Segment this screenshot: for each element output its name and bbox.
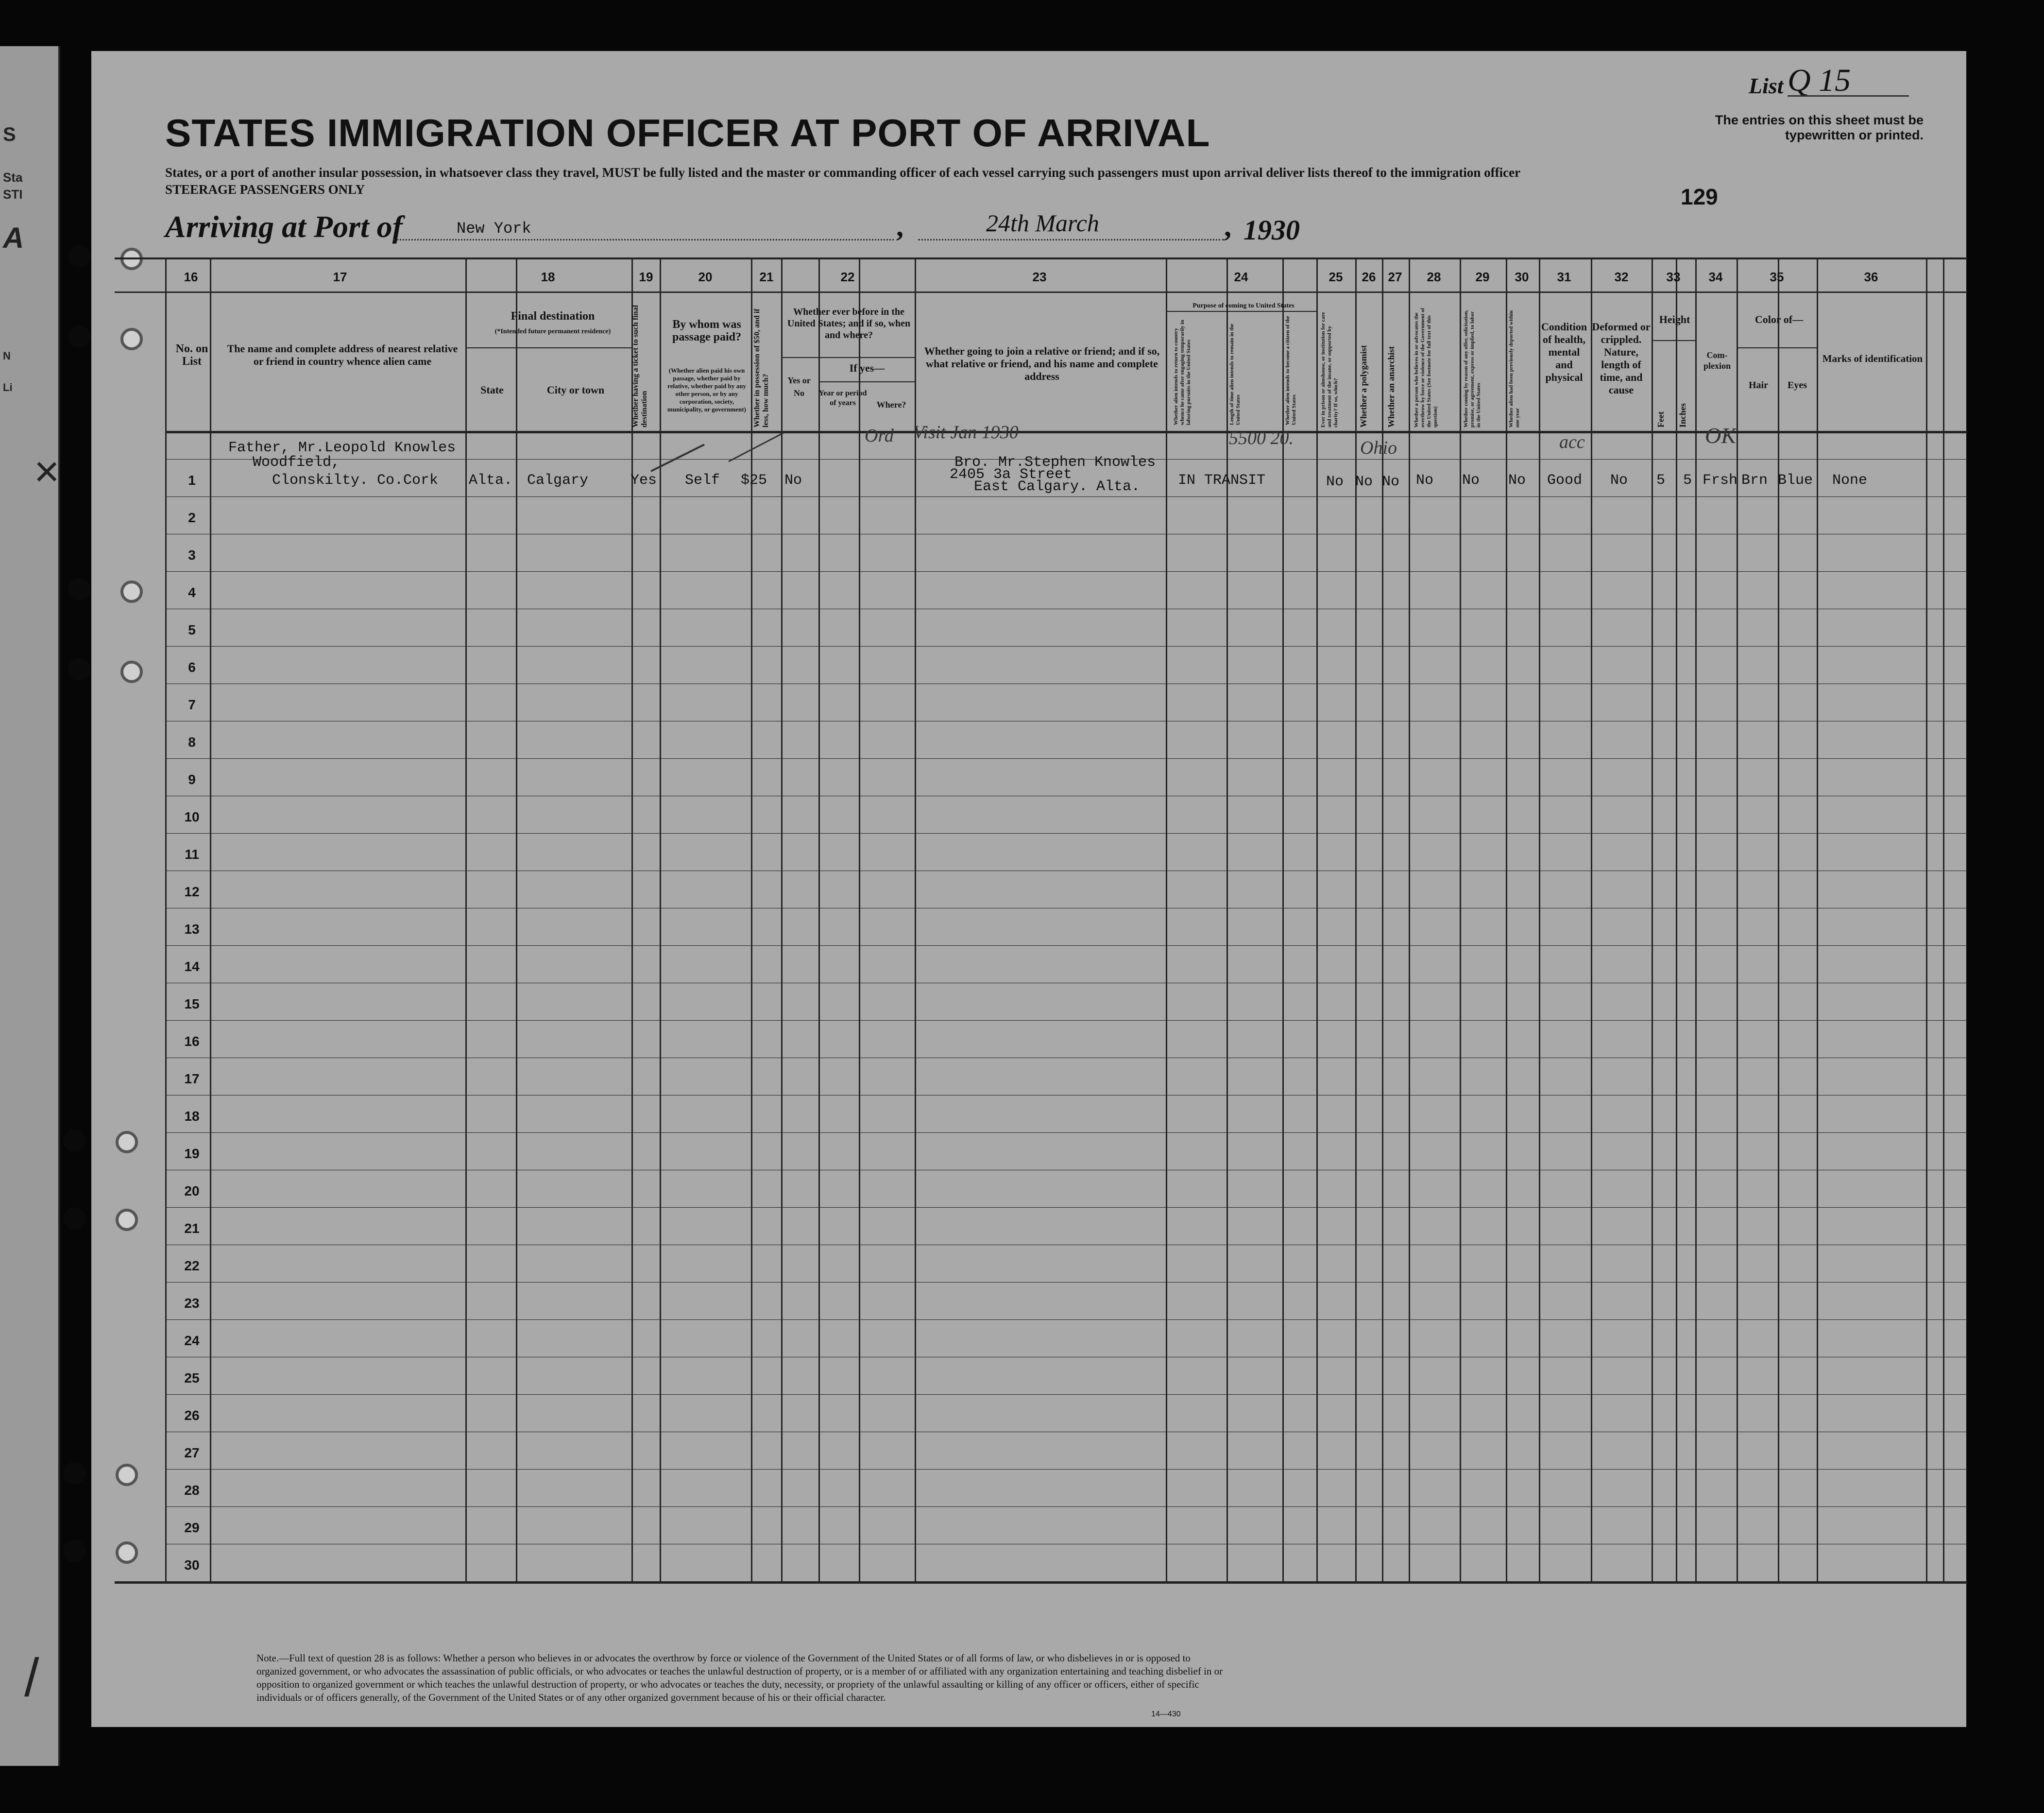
row-number: 13 xyxy=(184,922,200,937)
header-deformed: Deformed or crippled. Nature, length of time, and cause xyxy=(1592,321,1651,396)
manifest-page xyxy=(91,51,1966,1727)
money-value: $25 xyxy=(741,472,767,489)
eyes-value: Blue xyxy=(1778,472,1813,489)
grid-line xyxy=(1652,340,1695,341)
grid-line xyxy=(165,431,1967,433)
row-number: 30 xyxy=(184,1557,200,1573)
handwritten-annotation: Ord xyxy=(865,426,894,446)
grid-line xyxy=(165,1319,1967,1320)
column-number: 21 xyxy=(759,270,774,284)
grid-line xyxy=(1676,257,1677,1581)
row-number: 20 xyxy=(184,1183,200,1198)
deformed-value: No xyxy=(1610,472,1628,489)
column-number: 26 xyxy=(1362,270,1376,284)
ever-before-value: No xyxy=(784,472,802,489)
form-number: 14—430 xyxy=(1151,1710,1181,1718)
overthrow-value: No xyxy=(1416,472,1434,489)
punch-hole xyxy=(120,661,143,683)
anarchist-value: No xyxy=(1382,474,1400,490)
fragment-text: STI xyxy=(3,187,23,202)
punch-hole xyxy=(116,1209,138,1231)
row-number: 12 xyxy=(184,884,200,899)
header-marks: Marks of identification xyxy=(1822,353,1923,364)
punch-hole xyxy=(63,1207,85,1230)
relative-address-line: Clonskilty. Co.Cork xyxy=(272,472,439,489)
column-number: 29 xyxy=(1475,270,1490,284)
header-eyes: Eyes xyxy=(1788,380,1807,391)
sheet-number: 129 xyxy=(1681,184,1718,209)
header-final-destination: Final destination xyxy=(511,310,595,323)
grid-line xyxy=(165,758,1967,759)
header-anarchist: Whether an anarchist xyxy=(1386,346,1396,428)
header-if-yes: If yes— xyxy=(849,362,885,374)
row-number: 14 xyxy=(184,959,200,974)
column-number: 33 xyxy=(1666,270,1681,284)
fragment-text: N xyxy=(3,350,11,362)
column-number: 24 xyxy=(1234,270,1248,284)
row-number: 27 xyxy=(184,1445,200,1460)
row-number: 18 xyxy=(184,1109,200,1124)
grid-line xyxy=(165,1394,1967,1395)
punch-hole xyxy=(68,578,90,600)
column-number: 19 xyxy=(639,270,653,284)
feet-value: 5 xyxy=(1656,472,1666,489)
fragment-text: Sta xyxy=(3,170,23,185)
handwritten-annotation: Visit Jan 1930 xyxy=(913,422,1019,443)
header-nearest-relative: The name and complete address of nearest relative or friend in country whence alien came xyxy=(227,342,458,367)
grid-line xyxy=(516,257,517,1581)
header-where: Where? xyxy=(876,400,906,410)
header-final-destination-sub: (*Intended future permanent residence) xyxy=(494,328,611,335)
grid-line xyxy=(165,833,1967,834)
pen-strokes xyxy=(646,428,792,481)
column-number: 25 xyxy=(1329,270,1343,284)
arriving-label: Arriving at Port of xyxy=(165,209,403,244)
row-number: 19 xyxy=(184,1146,200,1161)
header-complexion: Com- plexion xyxy=(1703,350,1731,371)
column-number: 17 xyxy=(333,270,347,284)
handwritten-annotation: Ohio xyxy=(1360,438,1397,458)
column-number: 20 xyxy=(698,270,713,284)
join-relative-address: East Calgary. Alta. xyxy=(974,479,1141,495)
header-deported: Whether alien had been previously deported within one year xyxy=(1508,310,1520,428)
condition-value: Good xyxy=(1547,472,1583,489)
header-join-relative: Whether going to join a relative or friend; and if so, what relative or friend, and his name and complete address xyxy=(924,345,1160,382)
punch-hole xyxy=(116,1541,138,1564)
row-number: 26 xyxy=(184,1408,200,1423)
grid-line xyxy=(1778,257,1779,1581)
row-number: 4 xyxy=(188,585,196,600)
port-line xyxy=(393,239,894,240)
punch-hole xyxy=(63,1462,85,1485)
column-number: 34 xyxy=(1708,270,1723,284)
column-number: 30 xyxy=(1515,270,1529,284)
grid-line xyxy=(1460,257,1461,1581)
punch-hole xyxy=(68,325,90,348)
year-value: 1930 xyxy=(1243,214,1300,246)
grid-line xyxy=(165,496,1967,497)
header-fifty-dollars: Whether in possession of $50, and if less, how much? xyxy=(753,308,770,428)
row-number: 21 xyxy=(184,1221,200,1236)
row-number: 2 xyxy=(188,510,196,525)
header-passage-paid: By whom was passage paid? xyxy=(672,318,742,343)
row-number: 23 xyxy=(184,1296,200,1311)
grid-line xyxy=(1409,257,1410,1581)
grid-line xyxy=(165,1506,1967,1507)
grid-line xyxy=(1737,257,1738,1581)
row-number: 6 xyxy=(188,660,196,675)
header-purpose-length: Length of time alien intends to remain in the United States xyxy=(1229,324,1241,425)
header-passage-paid-sub: (Whether alien paid his own passage, whether paid by relative, whether paid by any other person, or by any corporation, society, municipality, or government) xyxy=(667,367,746,413)
list-underline xyxy=(1788,95,1909,97)
row-number: 25 xyxy=(184,1370,200,1385)
row-number: 28 xyxy=(184,1483,200,1498)
intro-text: States, or a port of another insular possession, in whatsoever class they travel, MUST be fully listed and the master or commanding officer of each vessel carrying such passengers must upon arrival deliver lists thereof to the immigration officer xyxy=(165,165,1521,180)
handwritten-annotation: acc xyxy=(1559,432,1585,452)
punch-hole xyxy=(120,581,143,603)
header-prison: Ever in prison or almshouse, or institution for care and treatment of the insane, or supported by charity? If so, which? xyxy=(1320,312,1339,428)
polygamist-value: No xyxy=(1355,474,1373,490)
grid-line xyxy=(165,1207,1967,1208)
header-feet: Feet xyxy=(1656,411,1666,428)
grid-line xyxy=(165,945,1967,946)
column-number: 36 xyxy=(1864,270,1878,284)
comma: , xyxy=(1224,210,1231,242)
fragment-text: A xyxy=(3,222,24,254)
header-ever-before: Whether ever before in the United States; and if so, when and where? xyxy=(787,307,911,341)
grid-line xyxy=(1282,257,1284,1581)
check-mark: / xyxy=(24,1648,39,1708)
grid-line xyxy=(915,257,916,1581)
header-year-period: Year or period of years xyxy=(818,389,867,407)
punch-hole xyxy=(116,1131,138,1153)
grid-line xyxy=(1166,257,1167,1581)
grid-line xyxy=(115,291,1967,293)
grid-line xyxy=(859,257,860,1581)
grid-line xyxy=(1737,347,1817,348)
grid-line xyxy=(1695,257,1697,1581)
grid-line xyxy=(1316,257,1318,1581)
comma: , xyxy=(896,210,903,242)
grid-line xyxy=(465,257,467,1581)
intro-text-steerage: STEERAGE PASSENGERS ONLY xyxy=(165,182,365,197)
header-purpose-return: Whether alien intends to return to country whence he came after engaging temporarily in laboring pursuits in the United States xyxy=(1173,320,1192,425)
grid-line xyxy=(165,1282,1967,1283)
punch-hole xyxy=(116,1464,138,1486)
grid-line xyxy=(818,381,915,382)
relative-address-line: Woodfield, xyxy=(253,454,341,471)
column-number: 16 xyxy=(184,270,198,284)
column-number: 27 xyxy=(1388,270,1402,284)
header-condition: Condition of health, mental and physical xyxy=(1541,321,1587,383)
join-relative-name: Bro. Mr.Stephen Knowles xyxy=(954,454,1156,471)
hair-value: Brn xyxy=(1741,472,1768,489)
row-number: 11 xyxy=(185,847,199,862)
grid-line xyxy=(631,257,633,1581)
footnote-text: Note.—Full text of question 28 is as follows: Whether a person who believes in or advocates the overthrow by force or violence of the Government of the United States or of all forms of law, or who disbelieves in or is opposed to organized government, or who advocates the assassination of public officials, or who advocates or teaches the unlawful destruction of property, or is a member of or affiliated with any organization entertaining and teaching disbelief in or opposition to organized government or which teaches the unlawful destruction of property, or who advocates or teaches the duty, necessity, or propriety of the unlawful assaulting or killing of any officer or officers, either of specific individuals or of officers generally, of the Government of the United States or of any other organized government because of his or their official character. xyxy=(256,1652,1223,1703)
grid-line xyxy=(1226,257,1228,1581)
row-number: 3 xyxy=(188,547,196,563)
row-number: 9 xyxy=(188,772,196,787)
adjacent-page-strip xyxy=(0,46,60,1766)
purpose-value: IN TRANSIT xyxy=(1178,472,1266,489)
row-number: 8 xyxy=(188,735,196,750)
column-number: 18 xyxy=(541,270,555,284)
paid-by-value: Self xyxy=(685,472,720,489)
punch-hole xyxy=(68,245,90,268)
grid-line xyxy=(1539,257,1540,1581)
offer-value: No xyxy=(1462,472,1480,489)
row-number: 24 xyxy=(184,1333,200,1348)
row-number: 16 xyxy=(184,1034,200,1049)
header-city: City or town xyxy=(546,384,605,396)
grid-line xyxy=(1355,257,1357,1581)
header-color-of: Color of— xyxy=(1754,313,1804,325)
destination-state: Alta. xyxy=(469,472,513,489)
grid-line xyxy=(165,257,167,1581)
grid-line xyxy=(165,1020,1967,1021)
column-number: 35 xyxy=(1770,270,1784,284)
grid-line xyxy=(1926,257,1927,1581)
entries-note: The entries on this sheet must be typewritten or printed. xyxy=(1715,113,1924,142)
punch-hole xyxy=(120,328,143,350)
row-number: 17 xyxy=(184,1071,200,1086)
punch-hole xyxy=(63,1129,85,1152)
column-number: 23 xyxy=(1032,270,1047,284)
prison-value: No xyxy=(1326,474,1344,490)
grid-line xyxy=(115,1581,1967,1584)
fragment-text: Li xyxy=(3,381,13,393)
grid-line xyxy=(115,257,1967,259)
grid-line xyxy=(1817,257,1818,1581)
grid-line xyxy=(1652,257,1653,1581)
marks-value: None xyxy=(1832,472,1868,489)
header-state: State xyxy=(480,384,504,396)
fragment-text: S xyxy=(3,124,16,145)
header-overthrow: Whether a person who believes in or advocates the overthrow by force or violence of the Government of the United States (See footnote for full text of this question) xyxy=(1414,308,1438,428)
header-inches: Inches xyxy=(1678,403,1687,428)
list-label: List xyxy=(1749,73,1784,98)
grid-line xyxy=(165,646,1967,647)
row-number: 7 xyxy=(188,697,196,712)
row-number: 29 xyxy=(184,1520,200,1535)
grid-line xyxy=(1943,257,1944,1581)
header-offer: Whether coming by reason of any offer, solicitation, promise, or agreement, express or implied, to labor in the United States xyxy=(1463,309,1482,428)
grid-line xyxy=(165,1469,1967,1470)
handwritten-annotation: OK xyxy=(1705,423,1736,448)
header-no-on-list: No. on List xyxy=(175,342,208,368)
row-number: 15 xyxy=(184,996,200,1011)
complexion-value: Frsh xyxy=(1703,472,1738,489)
punch-hole xyxy=(68,658,90,681)
relative-name: Father, Mr.Leopold Knowles xyxy=(228,440,456,456)
row-number: 22 xyxy=(184,1258,200,1273)
header-purpose-citizen: Whether alien intends to become a citizen of the United States xyxy=(1285,316,1297,425)
port-value: New York xyxy=(457,220,531,238)
list-number: Q 15 xyxy=(1788,63,1851,98)
grid-line xyxy=(1506,257,1507,1581)
column-number: 28 xyxy=(1427,270,1441,284)
destination-city: Calgary xyxy=(527,472,589,489)
header-ticket: Whether having a ticket to such final destination xyxy=(631,305,648,428)
header-polygamist: Whether a polygamist xyxy=(1359,345,1368,428)
grid-line xyxy=(165,1132,1967,1133)
header-hair: Hair xyxy=(1749,380,1768,391)
grid-line xyxy=(818,257,820,1581)
column-number: 32 xyxy=(1614,270,1629,284)
grid-line xyxy=(165,571,1967,572)
join-relative-address: 2405 3a Street xyxy=(950,466,1073,483)
row-number: 10 xyxy=(184,809,200,824)
header-yes-no: Yes or No xyxy=(787,376,811,398)
row-number: 1 xyxy=(188,473,196,488)
page-title: STATES IMMIGRATION OFFICER AT PORT OF ARRIVAL xyxy=(165,111,1210,154)
inches-value: 5 xyxy=(1683,472,1692,489)
grid-line xyxy=(781,357,915,358)
deported-value: No xyxy=(1508,472,1526,489)
date-line xyxy=(918,239,1224,240)
column-number: 22 xyxy=(840,270,855,284)
punch-hole xyxy=(63,1540,85,1562)
grid-line xyxy=(1591,257,1592,1581)
date-value: 24th March xyxy=(986,209,1099,237)
row-number: 5 xyxy=(188,622,196,637)
grid-line xyxy=(465,347,631,348)
check-mark: × xyxy=(34,447,60,496)
column-number: 31 xyxy=(1557,270,1571,284)
header-height: Height xyxy=(1659,313,1690,325)
header-purpose: Purpose of coming to United States xyxy=(1192,302,1295,309)
handwritten-annotation: 5500 20. xyxy=(1229,428,1294,448)
ticket-value: Yes xyxy=(630,472,657,489)
